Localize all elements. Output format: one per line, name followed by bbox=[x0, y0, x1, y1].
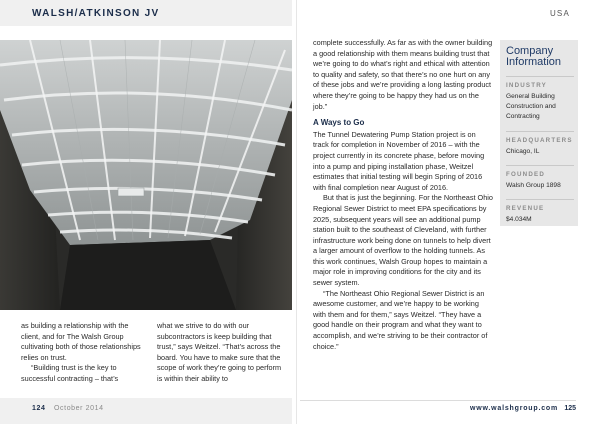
founded-value: Walsh Group 1898 bbox=[506, 182, 561, 189]
left-page-number: 124 bbox=[32, 405, 46, 412]
issue-date: October 2014 bbox=[54, 405, 104, 412]
brand-title: WALSH/ATKINSON JV bbox=[32, 8, 160, 19]
tunnel-photo bbox=[0, 40, 292, 310]
paragraph: complete successfully. As far as with the owner building a good relationship with them means building trust that we’re going to do what’s right and ethical with attention to quality and safety, so that there’s no one hurt on any of these jobs and we’re providing a long lasting product where they’re going to be happy they had us on the job.” bbox=[313, 38, 493, 111]
company-info-sidebar bbox=[500, 40, 578, 226]
left-column-2 bbox=[157, 321, 282, 385]
right-column bbox=[313, 38, 493, 352]
revenue-value: $4.034M bbox=[506, 216, 532, 223]
paragraph: But that is just the beginning. For the Northeast Ohio Regional Sewer District to meet EPA specifications by 2025, subsequent years will see an additional pump station built to the southeast of Cleveland, with further infrastructure work being done on tunnels to help divert a larger amount of overflow to the holding tunnels. As this work continues, Walsh Group hopes to maintain a major role in improving conditions for the city and its sewer system. bbox=[313, 193, 493, 288]
footer-rule bbox=[300, 400, 576, 401]
section-heading: A Ways to Go bbox=[313, 118, 365, 128]
divider bbox=[506, 131, 574, 132]
paragraph: as building a relationship with the client, and for The Walsh Group cultivating both of those relationships relies on trust. bbox=[21, 321, 141, 362]
founded-label: FOUNDED bbox=[506, 171, 545, 178]
website-url: www.walshgroup.com bbox=[469, 405, 558, 412]
revenue-label: REVENUE bbox=[506, 205, 545, 212]
headquarters-label: HEADQUARTERS bbox=[506, 137, 573, 144]
tunnel-steel-liner-photo bbox=[0, 40, 292, 310]
headquarters-value: Chicago, IL bbox=[506, 148, 540, 155]
left-column-1 bbox=[21, 321, 143, 385]
divider bbox=[506, 199, 574, 200]
paragraph: “Building trust is the key to successful contracting – that’s bbox=[21, 363, 119, 383]
page-spine bbox=[296, 0, 297, 424]
paragraph: The Tunnel Dewatering Pump Station project is on track for completion in November of 2016 – with the project currently in its concrete phase, before moving into a pump and piping installation phase, Weitzel estimates that initial testing will begin Spring of 2016 with final completion near August of 2016. bbox=[313, 129, 485, 192]
divider bbox=[506, 165, 574, 166]
paragraph: “The Northeast Ohio Regional Sewer District is an awesome customer, and we’re happy to be working with them and for them,” says Weitzel. “They have a good handle on their program and what they want to accomplish, and we’re striving to be their contractor of choice.” bbox=[313, 288, 488, 351]
divider bbox=[506, 76, 574, 77]
industry-label: INDUSTRY bbox=[506, 82, 547, 89]
region-label: USA bbox=[549, 9, 570, 18]
sidebar-title: Company Information bbox=[506, 45, 562, 68]
industry-value: General Building Construction and Contracting bbox=[506, 93, 556, 120]
right-page-number: 125 bbox=[564, 405, 576, 412]
paragraph: what we strive to do with our subcontractors is keep building that trust,” says Weitzel. “That’s across the board. You have to make sure that the scope of work they’re going to perform is within their ability to bbox=[157, 321, 282, 383]
